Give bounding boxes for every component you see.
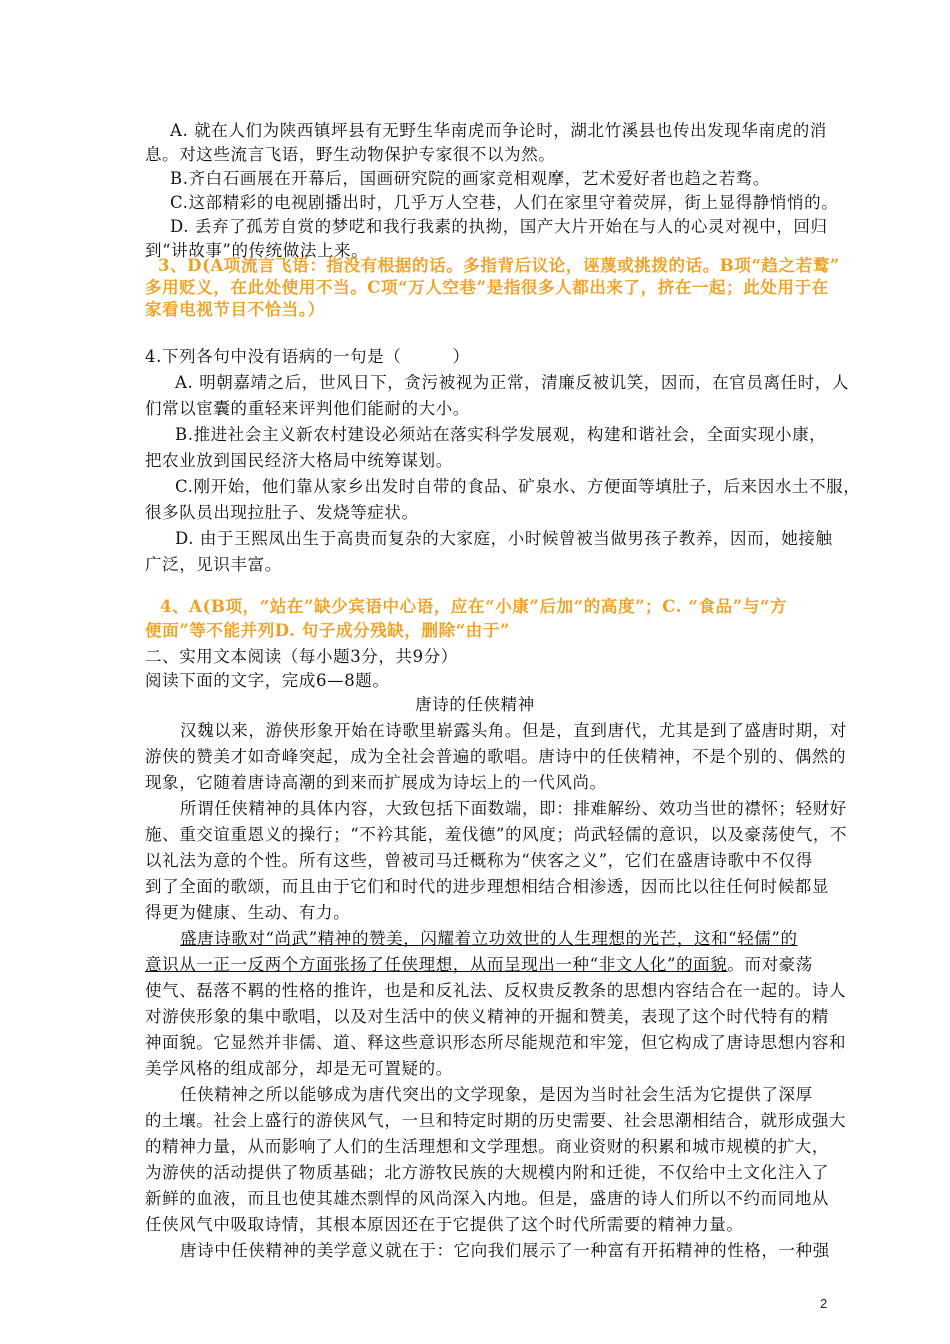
passage-p2-line3: 以礼法为意的个性。所有这些，曾被司马迁概称为“侠客之义”，它们在盛唐诗歌中不仅得 — [145, 851, 813, 870]
passage-p4-line1: 任侠精神之所以能够成为唐代突出的文学现象，是因为当时社会生活为它提供了深厚 — [180, 1085, 813, 1104]
q4-option-d-line2: 广泛，见识丰富。 — [145, 555, 282, 574]
passage-p2-line4: 到了全面的歌颂，而且由于它们和时代的进步理想相结合相渗透，因而比以往任何时候都显 — [145, 877, 829, 896]
section-heading: 二、实用文本阅读（每小题3分，共9分） — [145, 647, 458, 666]
q4-option-d-line1: D. 由于王熙凤出生于高贵而复杂的大家庭，小时候曾被当做男孩子教养，因而，她接触 — [175, 529, 833, 548]
q4-answer-line2: 便面”等不能并列D. 句子成分残缺，删除“由于” — [145, 621, 511, 640]
q4-option-a-line2: 们常以宦囊的重轻来评判他们能耐的大小。 — [145, 399, 470, 418]
q3-option-b: B.齐白石画展在开幕后，国画研究院的画家竞相观摩，艺术爱好者也趋之若骛。 — [170, 169, 770, 188]
passage-p2-line1: 所谓任侠精神的具体内容，大致包括下面数端，即：排难解纷、效功当世的襟怀；轻财好 — [180, 799, 847, 818]
passage-p4-line2: 的土壤。社会上盛行的游侠风气，一旦和特定时期的历史需要、社会思潮相结合，就形成强大 — [145, 1111, 847, 1130]
q3-option-d-line1: D. 丢弃了孤芳自赏的梦呓和我行我素的执拗，国产大片开始在与人的心灵对视中，回归 — [170, 217, 828, 236]
q4-option-c-line2: 很多队员出现拉肚子、发烧等症状。 — [145, 503, 419, 522]
q3-answer-line1: 3、D(A项流言飞语：指没有根据的话。多指背后议论，诬蔑或挑拨的话。B项“趋之若鹜” — [158, 256, 841, 275]
passage-p3-line1-underlined: 盛唐诗歌对“尚武”精神的赞美，闪耀着立功效世的人生理想的光芒，这和“轻儒”的 — [180, 929, 798, 948]
q3-option-a-line2: 息。对这些流言飞语，野生动物保护专家很不以为然。 — [145, 145, 556, 164]
q3-option-a-line1: A. 就在人们为陕西镇坪县有无野生华南虎而争论时，湖北竹溪县也传出发现华南虎的消 — [170, 121, 827, 140]
passage-p3-line5: 神面貌。它显然并非儒、道、释这些意识形态所尽能规范和牢笼，但它构成了唐诗思想内容和 — [145, 1033, 847, 1052]
q4-option-c-line1: C.刚开始，他们靠从家乡出发时自带的食品、矿泉水、方便面等填肚子，后来因水土不服， — [175, 477, 861, 496]
passage-p1-line2: 游侠的赞美才如奇峰突起，成为全社会普遍的歌唱。唐诗中的任侠精神，不是个别的、偶然的 — [145, 747, 847, 766]
q3-answer-line3: 家看电视节目不恰当。） — [145, 300, 325, 319]
q4-answer-line1: 4、A(B项，“站在”缺少宾语中心语，应在“小康”后加“的高度”；C. “食品”与“方 — [160, 597, 788, 616]
passage-p2-line5: 得更为健康、生动、有力。 — [145, 903, 351, 922]
passage-title: 唐诗的任侠精神 — [415, 695, 535, 714]
q3-answer-line2: 多用贬义，在此处使用不当。C项“万人空巷”是指很多人都出来了，挤在一起；此处用于在 — [145, 278, 829, 297]
q3-option-d-line2: 到“讲故事”的传统做法上来。 — [145, 241, 369, 260]
passage-p1-line1: 汉魏以来，游侠形象开始在诗歌里崭露头角。但是，直到唐代，尤其是到了盛唐时期，对 — [180, 721, 847, 740]
passage-p4-line5: 新鲜的血液，而且也使其雄杰剽悍的风尚深入内地。但是，盛唐的诗人们所以不约而同地从 — [145, 1189, 829, 1208]
passage-p3-line4: 对游侠形象的集中歌唱，以及对生活中的侠义精神的开掘和赞美，表现了这个时代特有的精 — [145, 1007, 829, 1026]
page-number: 2 — [820, 1296, 828, 1311]
passage-p5-line1: 唐诗中任侠精神的美学意义就在于：它向我们展示了一种富有开拓精神的性格，一种强 — [180, 1241, 830, 1260]
passage-p4-line3: 的精神力量，从而影响了人们的生活理想和文学理想。商业资财的积累和城市规模的扩大， — [145, 1137, 829, 1156]
q3-option-c: C.这部精彩的电视剧播出时，几乎万人空巷，人们在家里守着荧屏，街上显得静悄悄的。 — [170, 193, 839, 212]
passage-p1-line3: 现象，它随着唐诗高潮的到来而扩展成为诗坛上的一代风尚。 — [145, 773, 607, 792]
passage-p3-line2-tail: 。而对豪荡 — [727, 955, 813, 974]
q4-option-b-line2: 把农业放到国民经济大格局中统筹谋划。 — [145, 451, 453, 470]
passage-p2-line2: 施、重交谊重恩义的操行；“不衿其能，羞伐德”的风度；尚武轻儒的意识，以及豪荡使气，不 — [145, 825, 848, 844]
q4-option-b-line1: B.推进社会主义新农村建设必须站在落实科学发展观，构建和谐社会，全面实现小康， — [175, 425, 827, 444]
passage-p4-line6: 任侠风气中吸取诗情，其根本原因还在于它提供了这个时代所需要的精神力量。 — [145, 1215, 744, 1234]
passage-p3-line2 — [145, 954, 813, 976]
q4-stem: 4.下列各句中没有语病的一句是（ ） — [145, 347, 470, 366]
q4-option-a-line1: A. 明朝嘉靖之后，世风日下，贪污被视为正常，清廉反被讥笑，因而，在官员离任时，人 — [175, 373, 850, 392]
section-instruction: 阅读下面的文字，完成6—8题。 — [145, 671, 390, 690]
passage-p3-underlined-segment: 意识从一正一反两个方面张扬了任侠理想，从而呈现出一种“非文人化”的面貌 — [145, 955, 728, 974]
passage-p3-line6: 美学风格的组成部分，却是无可置疑的。 — [145, 1059, 453, 1078]
passage-p3-line3: 使气、磊落不羁的性格的推许，也是和反礼法、反权贵反教条的思想内容结合在一起的。诗人 — [145, 981, 847, 1000]
passage-p4-line4: 为游侠的活动提供了物质基础；北方游牧民族的大规模内附和迁徙，不仅给中土文化注入了 — [145, 1163, 829, 1182]
